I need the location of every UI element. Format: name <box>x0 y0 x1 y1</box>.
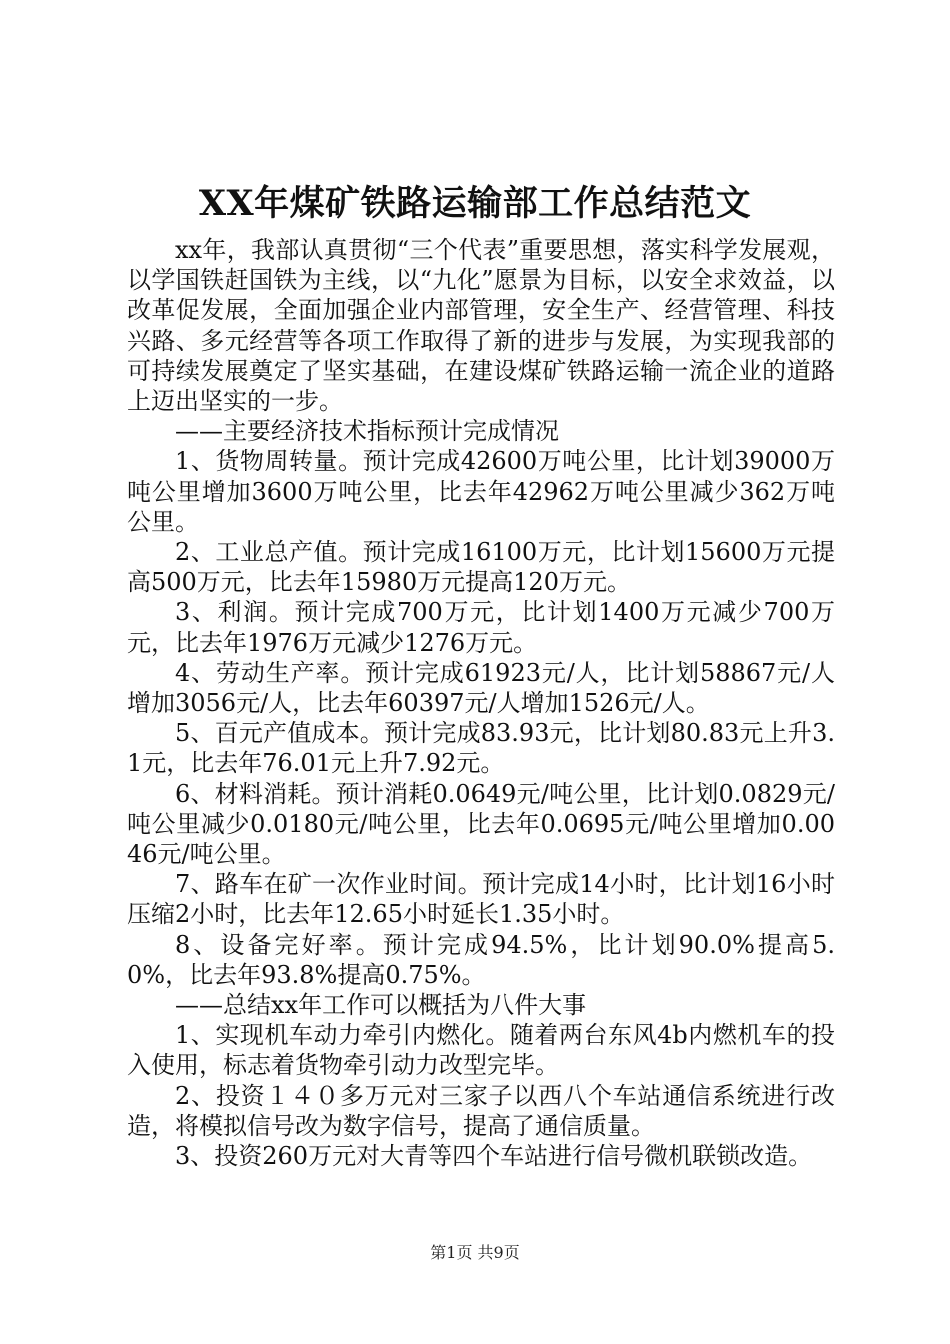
paragraph-indicator-4: 4、劳动生产率。预计完成61923元/人，比计划58867元/人增加3056元/人，比去年60397元/人增加1526元/人。 <box>127 658 835 718</box>
section-heading-indicators: ——主要经济技术指标预计完成情况 <box>175 417 559 446</box>
paragraph-indicator-1: 1、货物周转量。预计完成42600万吨公里，比计划39000万吨公里增加3600万吨公里，比去年42962万吨公里减少362万吨公里。 <box>127 447 835 536</box>
paragraph-event-3: 3、投资260万元对大青等四个车站进行信号微机联锁改造。 <box>175 1142 813 1171</box>
paragraph-event-2: 2、投资１４０多万元对三家子以西八个车站通信系统进行改造，将模拟信号改为数字信号，提高了通信质量。 <box>127 1081 835 1140</box>
paragraph-intro: xx年，我部认真贯彻“三个代表”重要思想，落实科学发展观，以学国铁赶国铁为主线，以“九化”愿景为目标，以安全求效益，以改革促发展，全面加强企业内部管理，安全生产、经营管理、科技兴路、多元经营等各项工作取得了新的进步与发展，为实现我部的可持续发展奠定了坚实基础，在建设煤矿铁路运输一流企业的道路上迈出坚实的一步。 <box>127 236 835 416</box>
paragraph-indicator-5: 5、百元产值成本。预计完成83.93元，比计划80.83元上升3.1元，比去年76.01元上升7.92元。 <box>127 719 835 778</box>
paragraph-indicator-7: 7、路车在矿一次作业时间。预计完成14小时，比计划16小时压缩2小时，比去年12.65小时延长1.35小时。 <box>127 870 835 929</box>
document-body <box>127 235 835 1171</box>
page-footer: 第1页 共9页 <box>430 1243 520 1262</box>
paragraph-indicator-2: 2、工业总产值。预计完成16100万元，比计划15600万元提高500万元，比去年15980万元提高120万元。 <box>127 538 835 597</box>
document-title: XX年煤矿铁路运输部工作总结范文 <box>198 183 752 224</box>
paragraph-event-1: 1、实现机车动力牵引内燃化。随着两台东风4b内燃机车的投入使用，标志着货物牵引动力改型完毕。 <box>127 1021 835 1080</box>
paragraph-indicator-3: 3、利润。预计完成700万元，比计划1400万元减少700万元，比去年1976万元减少1276万元。 <box>127 598 835 657</box>
paragraph-indicator-6: 6、材料消耗。预计消耗0.0649元/吨公里，比计划0.0829元/吨公里减少0.0180元/吨公里，比去年0.0695元/吨公里增加0.0046元/吨公里。 <box>127 779 835 869</box>
paragraph-indicator-8: 8、设备完好率。预计完成94.5%，比计划90.0%提高5.0%，比去年93.8%提高0.75%。 <box>127 930 835 989</box>
section-heading-eight-events: ——总结xx年工作可以概括为八件大事 <box>175 991 587 1020</box>
